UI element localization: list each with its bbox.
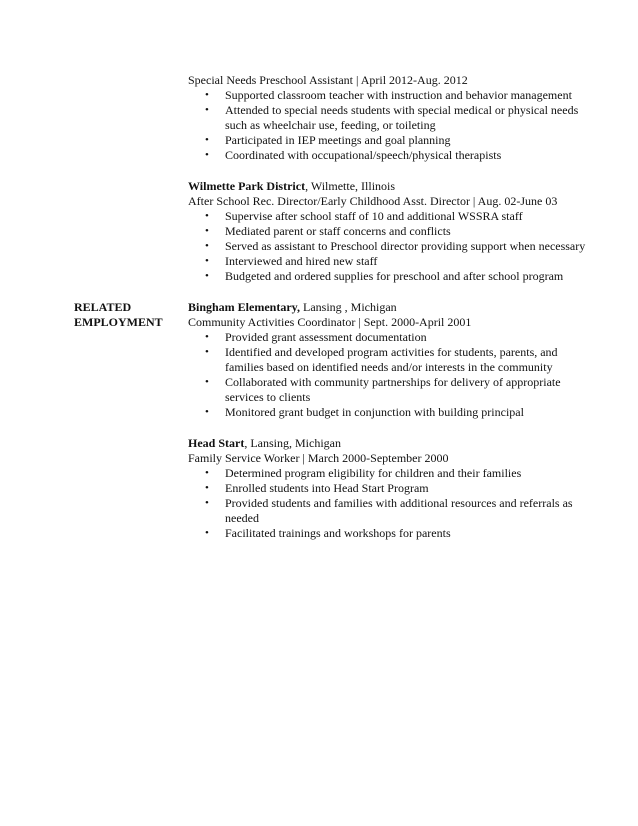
section-heading-line: RELATED — [74, 300, 132, 314]
employer-location: , Wilmette, Illinois — [305, 179, 396, 193]
bullet-icon: • — [205, 346, 209, 358]
job-title-line: Community Activities Coordinator | Sept. 2000-April 2001 — [188, 315, 472, 329]
bullet-text: Attended to special needs students with special medical or physical needs such as wheelchair use, feeding, or toileting — [225, 103, 579, 132]
employer-name: Bingham Elementary, — [188, 300, 301, 314]
job-bullet — [188, 103, 588, 133]
bullet-text: Identified and developed program activities for students, parents, and families based on identified needs and/or interests in the community — [225, 345, 558, 374]
job-bullet-list — [188, 330, 588, 420]
bullet-text: Provided grant assessment documentation — [225, 330, 427, 344]
job-bullet — [188, 239, 588, 254]
employer-name: Wilmette Park District — [188, 179, 306, 193]
job-bullet-list — [188, 209, 588, 284]
employer-line — [188, 436, 588, 451]
job-entry — [188, 73, 588, 163]
bullet-icon: • — [205, 527, 209, 539]
bullet-icon: • — [205, 376, 209, 388]
bullet-text: Enrolled students into Head Start Program — [225, 481, 429, 495]
job-bullet — [188, 375, 588, 405]
bullet-text: Served as assistant to Preschool director providing support when necessary — [225, 239, 586, 253]
bullet-text: Budgeted and ordered supplies for preschool and after school program — [225, 269, 564, 283]
bullet-icon: • — [205, 331, 209, 343]
bullet-text: Facilitated trainings and workshops for parents — [225, 526, 451, 540]
job-bullet — [188, 405, 588, 420]
bullet-text: Monitored grant budget in conjunction with building principal — [225, 405, 524, 419]
employer-line — [188, 300, 588, 315]
section-heading-line: EMPLOYMENT — [74, 315, 163, 329]
bullet-icon: • — [205, 482, 209, 494]
job-bullet — [188, 481, 588, 496]
job-bullet — [188, 526, 588, 541]
bullet-icon: • — [205, 149, 209, 161]
bullet-icon: • — [205, 104, 209, 116]
employer-location: , Lansing, Michigan — [244, 436, 341, 450]
bullet-icon: • — [205, 270, 209, 282]
bullet-icon: • — [205, 210, 209, 222]
job-bullet — [188, 466, 588, 481]
bullet-icon: • — [205, 225, 209, 237]
bullet-icon: • — [205, 467, 209, 479]
job-bullet — [188, 224, 588, 239]
employer-location: Lansing , Michigan — [300, 300, 397, 314]
bullet-text: Interviewed and hired new staff — [225, 254, 378, 268]
bullet-icon: • — [205, 497, 209, 509]
bullet-icon: • — [205, 89, 209, 101]
job-bullet — [188, 496, 588, 526]
bullet-text: Participated in IEP meetings and goal planning — [225, 133, 451, 147]
employer-name: Head Start — [188, 436, 245, 450]
job-bullet — [188, 345, 588, 375]
job-title-line: After School Rec. Director/Early Childhood Asst. Director | Aug. 02-June 03 — [188, 194, 558, 208]
job-bullet — [188, 269, 588, 284]
job-bullet — [188, 330, 588, 345]
bullet-text: Provided students and families with additional resources and referrals as needed — [225, 496, 573, 525]
job-bullet — [188, 254, 588, 269]
bullet-text: Coordinated with occupational/speech/physical therapists — [225, 148, 502, 162]
bullet-icon: • — [205, 255, 209, 267]
bullet-icon: • — [205, 406, 209, 418]
related-employment-section — [74, 300, 588, 541]
job-bullet-list — [188, 466, 588, 541]
job-entry — [188, 179, 588, 284]
bullet-text: Supported classroom teacher with instruction and behavior management — [225, 88, 572, 102]
job-bullet — [188, 133, 588, 148]
job-bullet-list — [188, 88, 588, 163]
employer-line — [188, 179, 588, 194]
bullet-text: Determined program eligibility for children and their families — [225, 466, 522, 480]
bullet-text: Mediated parent or staff concerns and conflicts — [225, 224, 451, 238]
job-title-line: Special Needs Preschool Assistant | April 2012-Aug. 2012 — [188, 73, 468, 87]
bullet-icon: • — [205, 240, 209, 252]
job-entry — [188, 300, 588, 420]
job-entry — [188, 436, 588, 541]
bullet-text: Supervise after school staff of 10 and additional WSSRA staff — [225, 209, 523, 223]
section-spacer — [188, 284, 588, 300]
job-bullet — [188, 148, 588, 163]
section-heading — [74, 300, 184, 330]
bullet-text: Collaborated with community partnerships for delivery of appropriate services to clients — [225, 375, 561, 404]
job-bullet — [188, 209, 588, 224]
bullet-icon: • — [205, 134, 209, 146]
resume-content — [74, 73, 588, 541]
job-bullet — [188, 88, 588, 103]
job-title-line: Family Service Worker | March 2000-September 2000 — [188, 451, 449, 465]
